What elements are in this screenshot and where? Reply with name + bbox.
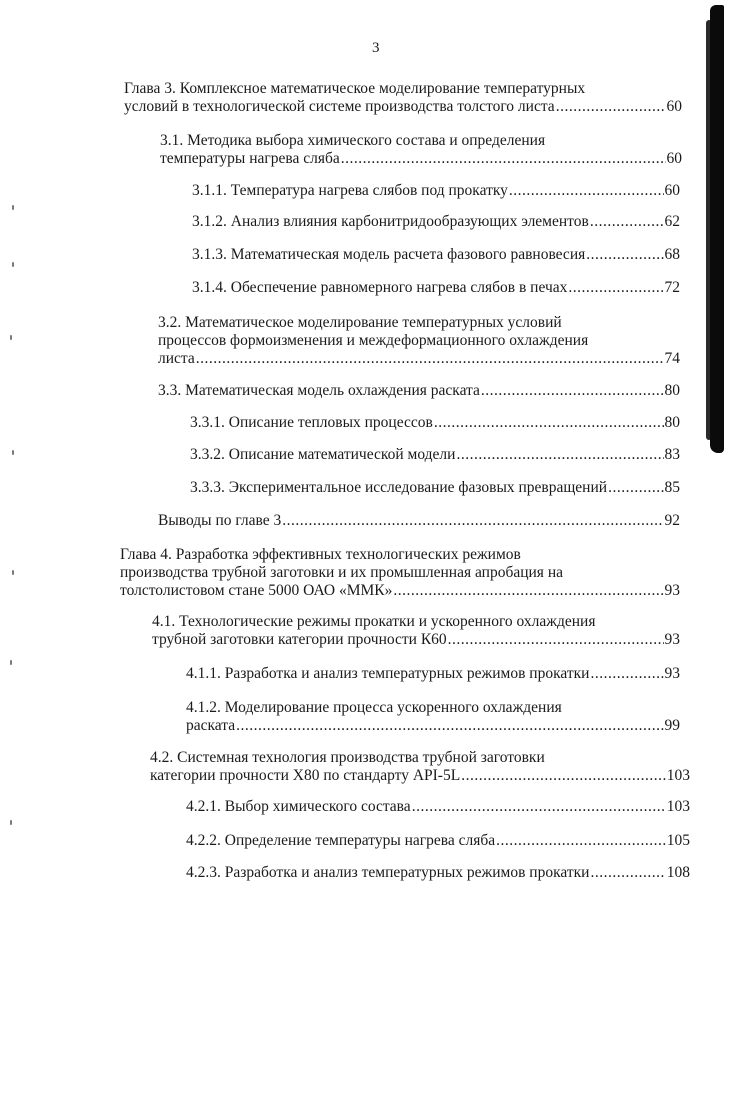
toc-entry-title-line-2	[186, 717, 680, 735]
toc-entry-title-line-1: 4.1. Технологические режимы прокатки и ускоренного охлаждения	[152, 613, 596, 630]
toc-entry-title: трубной заготовки категории прочности К60	[152, 631, 447, 648]
dot-leader	[586, 246, 663, 264]
dot-leader	[556, 98, 666, 116]
dot-leader	[282, 512, 663, 530]
toc-page-number: 108	[666, 864, 690, 881]
toc-entry-4-2-2	[186, 832, 690, 850]
toc-page-number: 92	[664, 512, 680, 529]
toc-page-number: 93	[664, 582, 680, 599]
toc-entry-title-line-1: 4.1.2. Моделирование процесса ускоренного охлаждения	[186, 699, 562, 716]
toc-entry-title: температуры нагрева сляба	[160, 150, 340, 167]
dot-leader	[590, 665, 663, 683]
toc-page-number: 105	[666, 832, 690, 849]
toc-entry-title-line-2: процессов формоизменения и междеформационного охлаждения	[158, 332, 589, 349]
scan-speck	[12, 262, 14, 267]
toc-entry-3-3-2	[190, 446, 680, 464]
toc-entry-title-line-2: производства трубной заготовки и их промышленная апробация на	[120, 564, 563, 581]
toc-page-number: 103	[666, 767, 690, 784]
scan-speck	[10, 660, 12, 665]
toc-entry-3-3-1	[190, 414, 680, 432]
toc-entry-chapter-4	[120, 546, 680, 600]
toc-entry-chapter-3	[124, 80, 682, 116]
toc-entry-title-line-1: 3.1. Методика выбора химического состава и определения	[160, 132, 546, 149]
dot-leader	[434, 414, 664, 432]
toc-page-number: 68	[664, 246, 680, 263]
toc-page-number: 62	[664, 213, 680, 230]
toc-page-number: 80	[664, 414, 680, 431]
dot-leader	[608, 479, 663, 497]
toc-entry-title-line-2	[150, 767, 690, 785]
toc-entry-title: 4.2.3. Разработка и анализ температурных режимов прокатки	[186, 864, 590, 881]
toc-entry-title: 3.3.2. Описание математической модели	[190, 446, 456, 463]
toc-entry-3-3	[158, 382, 680, 400]
toc-entry-conclusions-3	[158, 512, 680, 530]
toc-entry-title: 3.3. Математическая модель охлаждения раската	[158, 382, 480, 399]
toc-entry-title: 3.3.1. Описание тепловых процессов	[190, 414, 433, 431]
toc-entry-title: 3.1.2. Анализ влияния карбонитридообразующих элементов	[192, 213, 589, 230]
toc-entry-title-line-3	[120, 582, 680, 600]
toc-entry-3-1-4	[192, 279, 680, 297]
toc-entry-title: 3.3.3. Экспериментальное исследование фазовых превращений	[190, 479, 608, 496]
page-number: 3	[372, 40, 380, 56]
toc-page-number: 93	[664, 631, 680, 648]
toc-page-number: 74	[664, 350, 680, 367]
toc-entry-title: 3.1.3. Математическая модель расчета фазового равновесия	[192, 246, 586, 263]
toc-entry-4-1-2	[186, 699, 680, 735]
dot-leader	[568, 279, 663, 297]
toc-entry-title: 3.1.1. Температура нагрева слябов под прокатку	[192, 182, 508, 199]
toc-entry-title-line-1: Глава 3. Комплексное математическое моделирование температурных	[124, 80, 586, 97]
dot-leader	[236, 717, 663, 735]
dot-leader	[456, 446, 663, 464]
toc-page-number: 60	[664, 182, 680, 199]
toc-entry-3-3-3	[190, 479, 680, 497]
toc-page-number: 93	[664, 665, 680, 682]
scan-speck	[12, 205, 14, 210]
dot-leader	[448, 631, 664, 649]
toc-entry-title-line-2	[124, 98, 682, 116]
toc-entry-title-line-1: 3.2. Математическое моделирование температурных условий	[158, 314, 562, 331]
toc-entry-title-line-1: Глава 4. Разработка эффективных технологических режимов	[120, 546, 521, 563]
dot-leader	[412, 798, 666, 816]
toc-entry-title-line-3	[158, 350, 680, 368]
scan-speck	[12, 570, 14, 575]
dot-leader	[509, 182, 664, 200]
toc-page-number: 80	[664, 382, 680, 399]
toc-entry-3-1	[160, 132, 682, 168]
dot-leader	[590, 864, 665, 882]
scan-speck	[10, 820, 12, 825]
toc-entry-title: 4.1.1. Разработка и анализ температурных режимов прокатки	[186, 665, 590, 682]
toc-entry-title: 3.1.4. Обеспечение равномерного нагрева слябов в печах	[192, 279, 568, 296]
toc-page-number: 103	[666, 798, 690, 815]
dot-leader	[496, 832, 666, 850]
toc-entry-4-2-3	[186, 864, 690, 882]
dot-leader	[196, 350, 664, 368]
dot-leader	[481, 382, 664, 400]
dot-leader	[590, 213, 664, 231]
toc-entry-title: листа	[158, 350, 195, 367]
toc-entry-title: Выводы по главе 3	[158, 512, 282, 529]
toc-entry-4-1-1	[186, 665, 680, 683]
scan-speck	[10, 335, 12, 340]
toc-entry-title: раската	[186, 717, 236, 734]
dot-leader	[341, 150, 666, 168]
toc-page-number: 60	[666, 150, 682, 167]
toc-entry-title: категории прочности Х80 по стандарту API-5L	[150, 767, 461, 784]
toc-entry-title-line-2	[160, 150, 682, 168]
dot-leader	[461, 767, 666, 785]
toc-page-number: 60	[666, 98, 682, 115]
toc-entry-title: толстолистовом стане 5000 ОАО «ММК»	[120, 582, 393, 599]
toc-entry-3-1-3	[192, 246, 680, 264]
toc-page-number: 99	[664, 717, 680, 734]
toc-entry-3-1-1	[192, 182, 680, 200]
toc-entry-title: условий в технологической системе производства толстого листа	[124, 98, 555, 115]
toc-page-number: 85	[664, 479, 680, 496]
toc-page-number: 83	[664, 446, 680, 463]
toc-entry-title-line-2	[152, 631, 680, 649]
scan-edge-shadow	[710, 5, 724, 453]
dot-leader	[393, 582, 663, 600]
toc-entry-4-2-1	[186, 798, 690, 816]
toc-entry-3-2	[158, 314, 680, 368]
toc-entry-3-1-2	[192, 213, 680, 231]
toc-entry-4-2	[150, 749, 690, 785]
scan-speck	[12, 450, 14, 455]
toc-page-number: 72	[664, 279, 680, 296]
toc-entry-title: 4.2.2. Определение температуры нагрева сляба	[186, 832, 496, 849]
toc-entry-title-line-1: 4.2. Системная технология производства трубной заготовки	[150, 749, 545, 766]
toc-entry-title: 4.2.1. Выбор химического состава	[186, 798, 411, 815]
toc-entry-4-1	[152, 613, 680, 649]
